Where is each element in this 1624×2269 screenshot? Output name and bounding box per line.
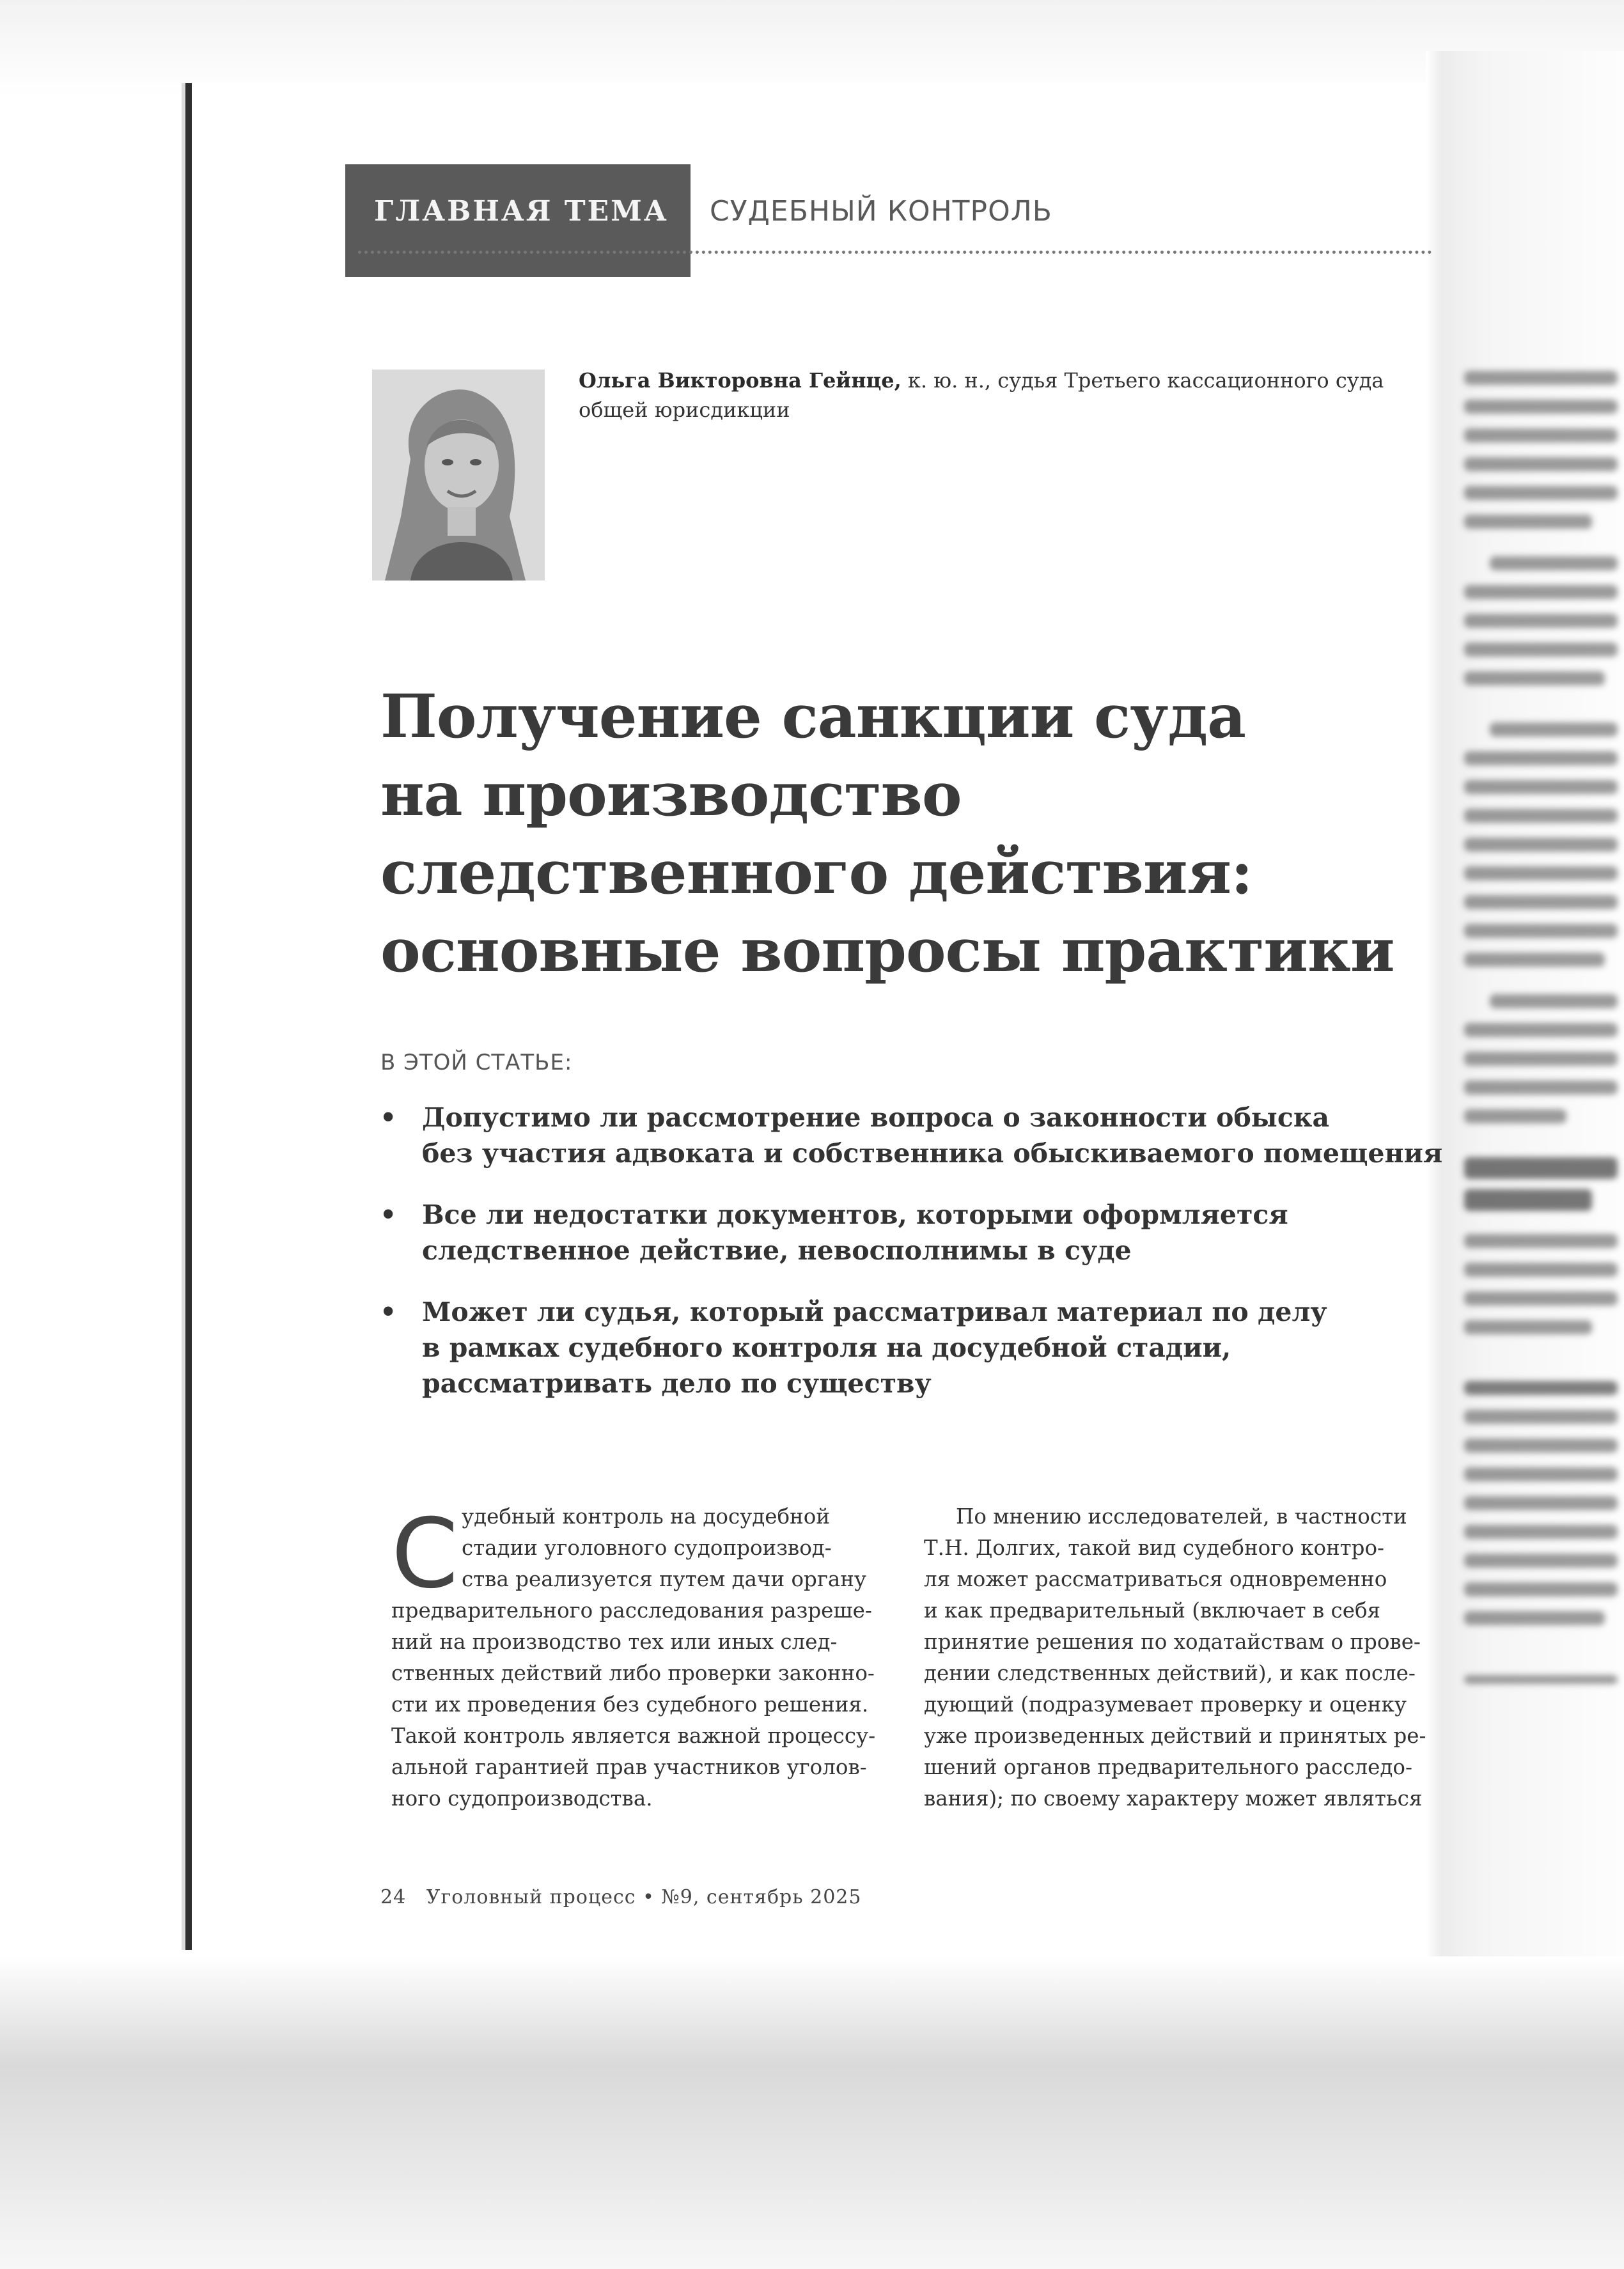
blur-text-line bbox=[1464, 585, 1618, 599]
body-line: дении следственных действий), и как после- bbox=[924, 1661, 1416, 1685]
article-highlights-list bbox=[377, 1100, 1443, 1427]
blur-text-line bbox=[1464, 751, 1618, 765]
blur-text-line bbox=[1464, 780, 1618, 794]
blur-text-line bbox=[1464, 1525, 1618, 1539]
body-line: и как предварительный (включает в себя bbox=[924, 1598, 1381, 1623]
blur-heading-line bbox=[1464, 1157, 1618, 1179]
title-line: на производство bbox=[380, 760, 962, 830]
body-line: ства реализуется путем дачи органу bbox=[462, 1567, 867, 1591]
blur-text-line bbox=[1464, 1263, 1618, 1277]
rubric-label: СУДЕБНЫЙ КОНТРОЛЬ bbox=[710, 195, 1052, 228]
body-line: принятие решения по ходатайствам о прове- bbox=[924, 1630, 1421, 1654]
blur-text-line bbox=[1464, 428, 1618, 442]
body-line: дующий (подразумевает проверку и оценку bbox=[924, 1692, 1407, 1717]
author-photo bbox=[372, 370, 545, 581]
blur-text-line bbox=[1464, 643, 1618, 657]
body-line: альной гарантией прав участников уголов- bbox=[391, 1755, 867, 1779]
body-line: предварительного расследования разреше- bbox=[391, 1598, 872, 1623]
highlight-line: • Допустимо ли рассмотрение вопроса о законности обыска bbox=[422, 1102, 1330, 1133]
body-column-2 bbox=[924, 1501, 1426, 1814]
blur-text-line bbox=[1464, 515, 1592, 529]
author-byline bbox=[579, 366, 1397, 425]
body-line: сти их проведения без судебного решения. bbox=[391, 1692, 869, 1717]
blur-text-line bbox=[1464, 486, 1618, 500]
header-dotted-divider bbox=[358, 251, 1432, 254]
author-name: Ольга Викторовна Гейнце, bbox=[579, 368, 902, 393]
article-title bbox=[380, 678, 1467, 990]
blur-text-line bbox=[1464, 1052, 1618, 1066]
blur-text-line bbox=[1464, 809, 1618, 823]
blur-text-line bbox=[1464, 1109, 1566, 1123]
highlight-item bbox=[377, 1197, 1439, 1268]
highlight-line: в рамках судебного контроля на досудебной стадии, bbox=[422, 1332, 1231, 1363]
blur-text-line bbox=[1464, 1381, 1618, 1395]
blur-text-line bbox=[1490, 556, 1618, 570]
in-this-article-label: В ЭТОЙ СТАТЬЕ: bbox=[380, 1050, 573, 1075]
body-line: Т.Н. Долгих, такой вид судебного контро- bbox=[924, 1536, 1385, 1560]
blur-text-line bbox=[1464, 1410, 1618, 1424]
blur-text-line bbox=[1464, 1582, 1618, 1596]
body-line: уже произведенных действий и принятых ре- bbox=[924, 1724, 1426, 1748]
blur-text-line bbox=[1464, 1496, 1618, 1510]
scan-top-shadow bbox=[0, 0, 1624, 96]
portrait-photo-icon bbox=[372, 370, 545, 581]
blur-text-line bbox=[1464, 371, 1618, 385]
section-label: ГЛАВНАЯ ТЕМА bbox=[374, 195, 669, 228]
highlight-item bbox=[377, 1294, 1439, 1401]
blur-text-line bbox=[1464, 838, 1618, 852]
blur-text-line bbox=[1464, 1291, 1618, 1306]
blur-text-line bbox=[1464, 1611, 1605, 1625]
title-line: основные вопросы практики bbox=[380, 916, 1394, 986]
scan-bottom-shadow bbox=[0, 1956, 1624, 2269]
blur-text-line bbox=[1464, 895, 1618, 909]
blur-text-line bbox=[1464, 457, 1618, 471]
journal-info: Уголовный процесс • №9, сентябрь 2025 bbox=[426, 1886, 862, 1908]
blur-text-line bbox=[1464, 924, 1618, 938]
body-column-1 bbox=[391, 1501, 884, 1814]
body-line: стадии уголовного судопроизвод- bbox=[462, 1536, 832, 1560]
body-line: шений органов предварительного расследо- bbox=[924, 1755, 1412, 1779]
body-line: ля может рассматриваться одновременно bbox=[924, 1567, 1387, 1591]
blur-text-line bbox=[1464, 400, 1618, 414]
blur-text-line bbox=[1490, 722, 1618, 737]
drop-cap: С bbox=[391, 1499, 458, 1610]
highlight-line: • Может ли судья, который рассматривал материал по делу bbox=[422, 1297, 1327, 1327]
page-footer bbox=[380, 1886, 861, 1908]
blur-text-line bbox=[1490, 994, 1618, 1008]
blur-text-line bbox=[1464, 1439, 1618, 1453]
blur-text-line bbox=[1464, 1080, 1618, 1095]
author-credentials: к. ю. н., судья Третьего кассационного суда bbox=[901, 368, 1384, 393]
body-line: ний на производство тех или иных след- bbox=[391, 1630, 838, 1654]
body-line: удебный контроль на досудебной bbox=[462, 1504, 830, 1529]
blur-footnote-line bbox=[1464, 1675, 1618, 1684]
page-number: 24 bbox=[380, 1886, 407, 1908]
blur-text-line bbox=[1464, 1554, 1618, 1568]
highlight-line: без участия адвоката и собственника обыскиваемого помещения bbox=[422, 1138, 1443, 1169]
highlight-line: рассматривать дело по существу bbox=[422, 1368, 932, 1399]
blur-text-line bbox=[1464, 953, 1605, 967]
blur-text-line bbox=[1464, 1023, 1618, 1037]
blur-text-line bbox=[1464, 614, 1618, 628]
body-line: вания); по своему характеру может являться bbox=[924, 1786, 1423, 1811]
title-line: следственного действия: bbox=[380, 838, 1253, 908]
highlight-line: следственное действие, невосполнимы в суде bbox=[422, 1235, 1132, 1266]
adjacent-page-blur bbox=[1426, 51, 1624, 1956]
blur-text-line bbox=[1464, 866, 1618, 880]
blur-text-line bbox=[1464, 1234, 1618, 1248]
highlight-line: • Все ли недостатки документов, которыми оформляется bbox=[422, 1199, 1288, 1230]
blur-text-line bbox=[1464, 1467, 1618, 1481]
body-line: По мнению исследователей, в частности bbox=[956, 1504, 1407, 1529]
author-credentials-line2: общей юрисдикции bbox=[579, 398, 790, 422]
body-line: ственных действий либо проверки законно- bbox=[391, 1661, 875, 1685]
body-line: ного судопроизводства. bbox=[391, 1786, 653, 1811]
blur-text-line bbox=[1464, 671, 1605, 685]
body-line: Такой контроль является важной процессу- bbox=[391, 1724, 876, 1748]
title-line: Получение санкции суда bbox=[380, 682, 1245, 752]
blur-heading-line bbox=[1464, 1189, 1592, 1211]
blur-text-line bbox=[1464, 1320, 1592, 1334]
highlight-item bbox=[377, 1100, 1443, 1171]
